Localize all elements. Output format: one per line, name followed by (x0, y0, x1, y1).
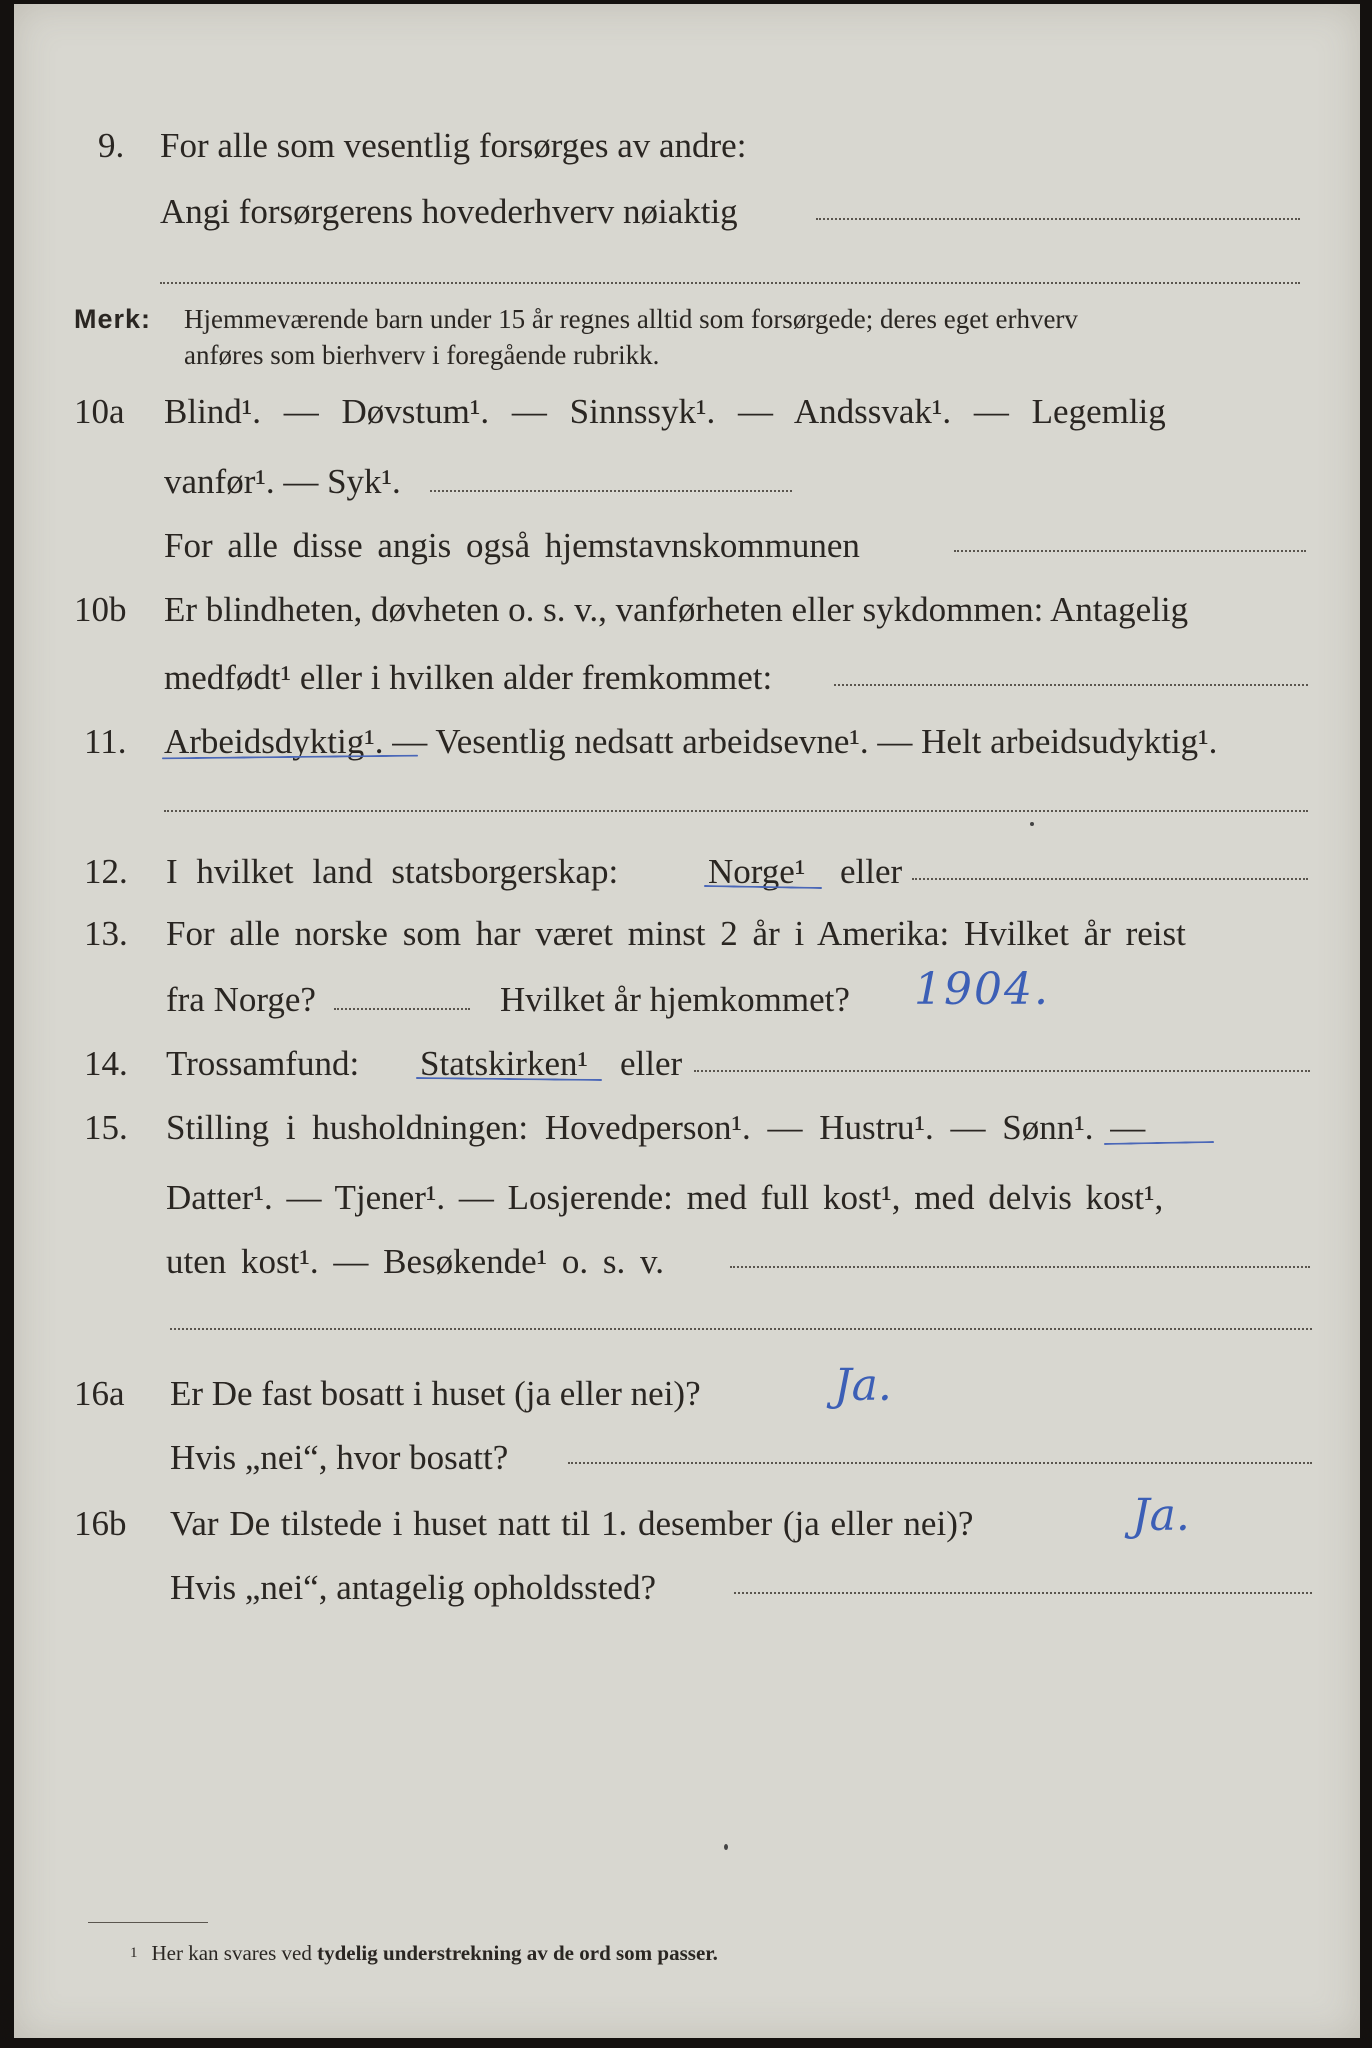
q15-number: 15. (84, 1108, 128, 1147)
q16a-question: Er De fast bosatt i huset (ja eller nei)? (170, 1374, 701, 1413)
q14-question: Trossamfund: (166, 1044, 360, 1083)
merk-label: Merk: (74, 304, 152, 334)
q13-departure-line (334, 1008, 470, 1010)
q14-answer-line (694, 1070, 1310, 1072)
q14-number: 14. (84, 1044, 128, 1083)
q16b-question: Var De tilstede i huset natt til 1. desember (ja eller nei)? (170, 1504, 974, 1543)
footnote-text-bold: tydelig understrekning av de ord som passer. (317, 1941, 718, 1965)
q12-question: I hvilket land statsborgerskap: (166, 852, 619, 891)
q9-answer-line-2 (160, 282, 1300, 284)
q13-handwritten-year: 1904. (914, 964, 1050, 1015)
merk-note-line2: anføres som bierhverv i foregående rubrikk. (184, 340, 660, 370)
q16a-number: 16a (74, 1374, 125, 1413)
q11-answer-line (164, 810, 1308, 812)
q10a-municipality-question: For alle disse angis også hjemstavnskommunen (164, 526, 860, 565)
paper-speck (1030, 822, 1034, 826)
q16b-handwritten-answer: Ja. (1132, 1490, 1190, 1541)
q13-return-label: Hvilket år hjemkommet? (500, 980, 850, 1019)
q9-question: For alle som vesentlig forsørges av andre: (160, 126, 747, 165)
q11-number: 11. (84, 722, 127, 761)
q14-or: eller (620, 1044, 683, 1083)
q16b-answer-line (734, 1592, 1312, 1594)
q12-option-norge: Norge¹ (708, 852, 806, 891)
q15-options: Stilling i husholdningen: Hovedperson¹. — Hustru¹. — Sønn¹. — (166, 1108, 1146, 1147)
q12-answer-line (912, 878, 1308, 880)
q12-number: 12. (84, 852, 128, 891)
q15-options-2: Datter¹. — Tjener¹. — Losjerende: med full kost¹, med delvis kost¹, (166, 1178, 1164, 1217)
q15-answer-line (730, 1266, 1310, 1268)
q15-answer-line-2 (170, 1328, 1312, 1330)
footnote-mark: 1 (130, 1945, 138, 1961)
q10a-municipality-line (954, 550, 1306, 552)
footnote (130, 1940, 718, 1966)
q10a-options-2: vanfør¹. — Syk¹. (164, 462, 401, 501)
q10b-question-2: medfødt¹ eller i hvilken alder fremkommet: (164, 658, 773, 697)
q16b-number: 16b (74, 1504, 127, 1543)
q13-number: 13. (84, 914, 128, 953)
paper-speck (724, 1844, 728, 1850)
q10a-options: Blind¹. — Døvstum¹. — Sinnssyk¹. — Andssvak¹. — Legemlig (164, 392, 1166, 431)
census-form-page (14, 4, 1360, 2038)
q9-subquestion: Angi forsørgerens hovederhverv nøiaktig (160, 192, 738, 231)
merk-note-line1: Hjemmeværende barn under 15 år regnes alltid som forsørgede; deres eget erhverv (184, 304, 1078, 334)
q16a-subquestion: Hvis „nei“, hvor bosatt? (170, 1438, 509, 1477)
q10a-number: 10a (74, 392, 125, 431)
q10b-number: 10b (74, 590, 127, 629)
q16b-subquestion: Hvis „nei“, antagelig opholdssted? (170, 1568, 656, 1607)
q10a-answer-line (430, 490, 792, 492)
q13-question: For alle norske som har været minst 2 år i Amerika: Hvilket år reist (166, 914, 1186, 953)
q10b-question: Er blindheten, døvheten o. s. v., vanførheten eller sykdommen: Antagelig (164, 590, 1189, 629)
q16a-handwritten-answer: Ja. (834, 1360, 892, 1411)
q14-option-statskirken: Statskirken¹ (420, 1044, 588, 1083)
footnote-text: Her kan svares ved (151, 1941, 312, 1965)
q15-options-3: uten kost¹. — Besøkende¹ o. s. v. (166, 1242, 665, 1281)
footnote-rule (88, 1922, 208, 1923)
q10b-answer-line (834, 684, 1308, 686)
q16a-answer-line (568, 1462, 1312, 1464)
q13-departure-label: fra Norge? (166, 980, 316, 1019)
q12-or: eller (840, 852, 903, 891)
q9-number: 9. (98, 126, 125, 165)
q11-options: Arbeidsdyktig¹. — Vesentlig nedsatt arbeidsevne¹. — Helt arbeidsudyktig¹. (164, 722, 1218, 761)
q9-answer-line (816, 218, 1300, 220)
